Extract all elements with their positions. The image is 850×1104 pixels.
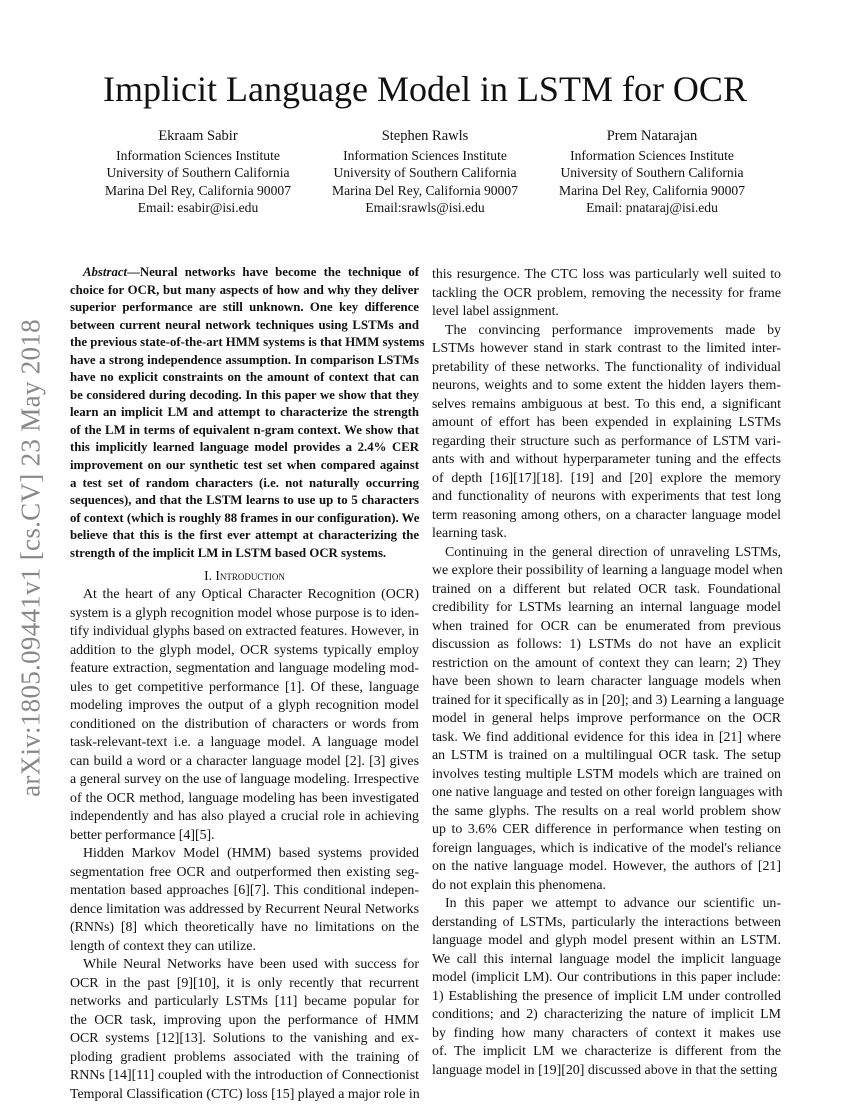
paragraph-line: of depth [16][17][18]. [19] and [20] explore the memory: [432, 470, 781, 486]
author-address: Marina Del Rey, California 90007: [559, 182, 745, 198]
paragraph-line: Temporal Classification (CTC) loss [15] played a major role in: [70, 1086, 420, 1102]
author-university: University of Southern California: [106, 165, 290, 181]
paragraph-line: language model in [19][20] discussed above in that the setting: [432, 1062, 778, 1078]
paragraph-line: 1) Establishing the presence of implicit LM under controlled: [432, 988, 781, 1004]
abstract-line: the previous state-of-the-art HMM systems is that HMM systems: [70, 335, 425, 350]
paragraph-line: language model and glyph model present within an LSTM.: [432, 933, 781, 948]
paragraph-line: ploding gradient problems associated with the training of: [70, 1049, 419, 1065]
section-heading: [70, 566, 419, 586]
paragraph-line: pretability of these networks. The functionality of individual: [432, 359, 781, 375]
author-name: Stephen Rawls: [381, 128, 469, 144]
paragraph-line: networks and particularly LSTMs [11] became popular for: [70, 994, 419, 1010]
author-email: Email: pnataraj@isi.edu: [586, 200, 718, 216]
left-column: [70, 264, 425, 1104]
paragraph-line: (RNNs) [8] which theoretically have no limitations on the: [70, 920, 419, 936]
paragraph-line: task-relevant-text i.e. a language model. A language model: [70, 735, 419, 751]
paragraph-line: amount of effort has been expended in explaining LSTMs: [432, 415, 781, 430]
author-university: University of Southern California: [560, 165, 744, 181]
right-column: [432, 266, 785, 1080]
paragraph-line: conditions; and 2) characterizing the nature of implicit LM: [432, 1007, 781, 1022]
paragraph-line: model in general helps improve performance on the OCR: [432, 711, 781, 726]
paragraph-line: conditioned on the distribution of characters or words from: [70, 716, 419, 732]
abstract-line: superior performance are still unknown. One key difference: [70, 300, 419, 315]
paragraph-line: discussion as follows: 1) LSTMs do not have an explicit: [432, 637, 781, 652]
author-university: University of Southern California: [333, 165, 517, 181]
paragraph-line: independently and has also played a crucial role in achieving: [70, 809, 419, 825]
paragraph-line: a general survey on the use of language modeling. Irrespective: [70, 772, 419, 788]
abstract-line: of context (which is roughly 88 frames in our configuration). We: [70, 510, 420, 525]
paragraph-line: credibility for LSTMs learning an internal language model: [432, 600, 781, 615]
left-column-body: [70, 586, 419, 1104]
author-name: Ekraam Sabir: [158, 128, 238, 144]
abstract: [70, 264, 425, 562]
paragraph-line: up to 3.6% CER difference in performance when testing on: [432, 822, 781, 837]
paragraph-line: of the OCR method, language modeling has been investigated: [70, 790, 419, 806]
paragraph-line: an LSTM is trained on a multilingual OCR task. The setup: [432, 748, 781, 763]
paragraph-line: tackling the OCR problem, removing the necessity for frame: [432, 285, 781, 301]
arxiv-stamp: arXiv:1805.09441v1 [cs.CV] 23 May 2018: [15, 319, 46, 797]
author-address: Marina Del Rey, California 90007: [332, 182, 518, 198]
paragraph-line: LSTMs however stand in stark contrast to the limited inter-: [432, 341, 781, 356]
paragraph-line: this resurgence. The CTC loss was particularly well suited to: [432, 267, 781, 282]
abstract-line: this implicitly learned language model provides a 2.4% CER: [70, 440, 419, 455]
paragraph-line: system is a glyph recognition model whose purpose is to iden-: [70, 605, 419, 621]
author-email: Email: esabir@isi.edu: [137, 200, 259, 216]
paragraph-line: segmentation free OCR and outperformed then existing seg-: [70, 864, 419, 880]
paragraph-line: ants with and without hyperparameter tuning and the effects: [432, 452, 781, 467]
paragraph-line: While Neural Networks have been used with success for: [83, 957, 419, 973]
paragraph-line: can build a word or a character language model [2]. [3] gives: [70, 753, 419, 769]
section-title: Introduction: [215, 568, 285, 584]
paragraph-line: length of context they can utilize.: [70, 938, 256, 954]
abstract-line: have a strong independence assumption. In comparison LSTMs: [70, 352, 419, 367]
abstract-line: of the LM in terms of equivalent n-gram context. We show that: [70, 422, 419, 437]
abstract-line: choice for OCR, but many aspects of how and why they deliver: [70, 282, 419, 297]
abstract-line: have no explicit constraints on the amount of context that can: [70, 370, 419, 385]
paragraph-line: neurons, weights and to some extent the hidden layers them-: [432, 378, 781, 393]
paragraph-line: the same glyphs. The results on a real world problem show: [432, 803, 781, 819]
paragraph-line: Hidden Markov Model (HMM) based systems provided: [83, 846, 419, 862]
abstract-line: a test set of random characters (i.e. not naturally occurring: [70, 475, 419, 490]
paragraph-line: In this paper we attempt to advance our scientific un-: [445, 896, 781, 911]
paragraph-line: involves testing multiple LSTM models which are trained on: [432, 766, 781, 782]
paragraph-line: modeling improves the output of a glyph recognition model: [70, 698, 419, 714]
paragraph-line: At the heart of any Optical Character Recognition (OCR): [83, 587, 419, 603]
paragraph-line: learning task.: [432, 526, 507, 541]
paragraph-line: and functionality of neurons with experiments that test long: [432, 489, 781, 504]
author-block-2: [305, 128, 545, 217]
paragraph-line: addition to the glyph model, OCR systems typically employ: [70, 642, 419, 658]
paragraph-line: trained for it specifically as in [20]; and 3) Learning a language: [432, 692, 785, 708]
abstract-line: be considered during decoding. In this paper we show that they: [70, 387, 419, 402]
paragraph-line: RNNs [14][11] coupled with the introduction of Connectionist: [70, 1068, 419, 1084]
author-block-1: [78, 128, 318, 217]
paragraph-line: task. We find additional evidence for this idea in [21] where: [432, 729, 781, 745]
paragraph-line: one native language and tested on other foreign languages with: [432, 785, 783, 800]
author-affiliation: Information Sciences Institute: [116, 147, 280, 163]
paragraph-line: have been shown to learn character language models when: [432, 674, 781, 689]
paragraph-line: mentation based approaches [6][7]. This conditional indepen-: [70, 883, 419, 899]
paragraph-line: foreign languages, which is indicative of the model's reliance: [432, 840, 781, 856]
paragraph-line: derstanding of LSTMs, particularly the interactions between: [432, 914, 781, 930]
paragraph-line: dence limitation was addressed by Recurrent Neural Networks: [70, 901, 419, 917]
paragraph-line: do not explain this phenomena.: [432, 877, 606, 893]
author-email: Email:srawls@isi.edu: [365, 200, 485, 216]
abstract-line: strength of the implicit LM in LSTM based OCR systems.: [70, 545, 387, 560]
paragraph-line: OCR in the past [9][10], it is only recently that recurrent: [70, 975, 419, 991]
author-name: Prem Natarajan: [606, 128, 698, 144]
abstract-label: Abstract: [83, 265, 128, 279]
paragraph-line: The convincing performance improvements made by: [445, 322, 781, 338]
paragraph-line: trained on a different but related OCR task. Foundational: [432, 581, 781, 597]
abstract-line: learn an implicit LM and attempt to characterize the strength: [70, 405, 419, 420]
paragraph-line: better performance [4][5].: [70, 827, 215, 843]
abstract-text: —Neural networks have become the technique of: [127, 265, 419, 279]
paragraph-line: of. The implicit LM we characterize is different from the: [432, 1044, 781, 1059]
paragraph-line: tify individual glyphs based on extracted features. However, in: [70, 624, 419, 640]
paragraph-line: Continuing in the general direction of unraveling LSTMs,: [445, 544, 781, 560]
abstract-line: believe that this is the first ever attempt at characterizing the: [70, 528, 419, 543]
paragraph-line: by finding how many characters of context it makes use: [432, 1025, 781, 1041]
paragraph-line: level label assignment.: [432, 304, 559, 319]
section-number: I.: [204, 568, 212, 584]
paragraph-line: feature extraction, segmentation and language modeling mod-: [70, 661, 419, 677]
paragraph-line: We call this internal language model the implicit language: [432, 951, 781, 967]
abstract-line: [70, 264, 419, 282]
paragraph-line: the OCR task, improving upon the performance of HMM: [70, 1012, 419, 1028]
paragraph-line: OCR systems [12][13]. Solutions to the vanishing and ex-: [70, 1031, 419, 1047]
paragraph-line: selves remains ambiguous at best. To this end, a significant: [432, 396, 781, 412]
paragraph-line: when trained for OCR can be enumerated from previous: [432, 618, 781, 634]
author-block-3: [532, 128, 772, 217]
paragraph-line: ules to get competitive performance [1]. Of these, language: [70, 679, 419, 695]
paragraph-line: on the native language model. However, the authors of [21]: [432, 859, 781, 874]
abstract-line: sequences), and that the LSTM learns to use up to 5 characters: [70, 493, 419, 508]
paragraph-line: we explore their possibility of learning a language model when: [432, 563, 783, 578]
paper-title: Implicit Language Model in LSTM for OCR: [103, 69, 747, 109]
author-affiliation: Information Sciences Institute: [343, 147, 507, 163]
paragraph-line: regarding their structure such as performance of LSTM vari-: [432, 433, 781, 449]
paragraph-line: term reasoning among others, on a character language model: [432, 507, 781, 523]
abstract-line: improvement on our synthetic test set when compared against: [70, 458, 419, 473]
paragraph-line: model (implicit LM). Our contributions in this paper include:: [432, 970, 781, 985]
author-affiliation: Information Sciences Institute: [570, 147, 734, 163]
abstract-line: between current neural network techniques using LSTMs and: [70, 317, 419, 332]
author-address: Marina Del Rey, California 90007: [105, 182, 291, 198]
paragraph-line: restriction on the amount of context they can learn; 2) They: [432, 655, 781, 671]
